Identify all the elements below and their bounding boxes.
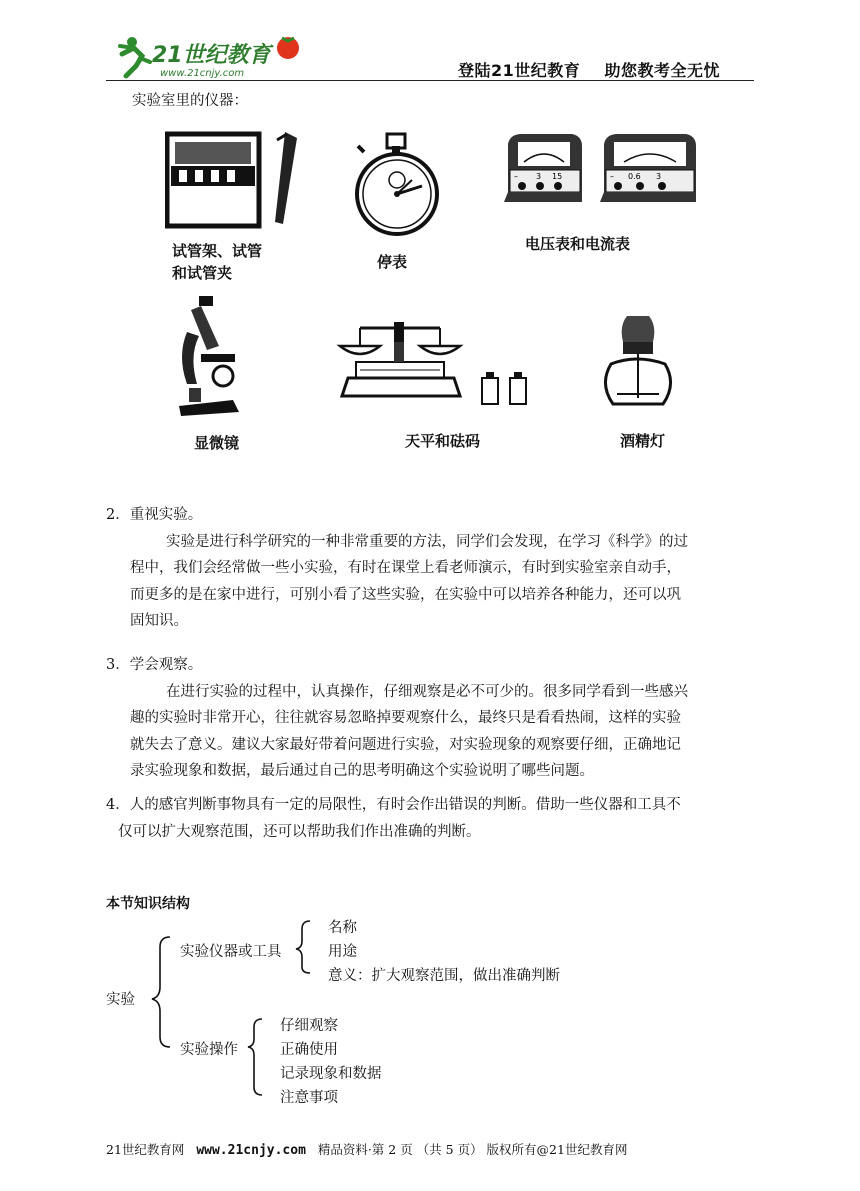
ammeter-scale-3: 3 [656, 172, 662, 181]
structure-root: 实验 [106, 992, 135, 1008]
logo-url: www.21cnjy.com [160, 68, 245, 79]
section-4-heading: 4．人的感官判断事物具有一定的局限性，有时会作出错误的判断。借助一些仪器和工具不 [106, 797, 681, 813]
section-2-body-line2: 程中，我们会经常做一些小实验，有时在课堂上看老师演示，有时到实验室亲自动手， [130, 560, 681, 576]
section-3-body-line3: 就失去了意义。建议大家最好带着问题进行实验，对实验现象的观察要仔细，正确地记 [130, 736, 681, 753]
caption-alcohol-lamp: 酒精灯 [620, 432, 666, 450]
section-2-body-line3: 而更多的是在家中进行，可别小看了这些实验，在实验中可以培养各种能力，还可以巩 [130, 586, 681, 603]
ammeter-scale-0-6: 0.6 [628, 172, 641, 181]
structure-branch1-item: 意义：扩大观察范围，做出准确判断 [328, 968, 560, 984]
section-2 [106, 502, 756, 635]
section-3-body-line2: 趣的实验时非常开心，往往就容易忽略掉要观察什么，最终只是看看热闹，这样的实验 [130, 710, 681, 726]
caption-balance: 天平和砝码 [405, 432, 481, 450]
section-3-body-line4: 录实验现象和数据，最后通过自己的思考明确这个实验说明了哪些问题。 [130, 763, 594, 779]
structure-branch2-item: 注意事项 [280, 1090, 338, 1106]
footer-site: 21世纪教育网 [106, 1142, 185, 1157]
voltmeter-ammeter-illustration [500, 128, 700, 210]
footer-url-link[interactable]: www.21cnjy.com [196, 1143, 306, 1158]
structure-title: 本节知识结构 [106, 896, 190, 912]
section-3 [106, 652, 756, 785]
section-2-body-line1: 实验是进行科学研究的一种非常重要的方法，同学们会发现，在学习《科学》的过 [166, 533, 688, 550]
voltmeter-scale-3: 3 [536, 172, 542, 181]
balance-illustration [336, 318, 532, 418]
logo-text: 21世纪教育 [152, 43, 271, 68]
voltmeter-scale-15: 15 [552, 172, 563, 181]
caption-stopwatch: 停表 [377, 253, 408, 271]
caption-microscope: 显微镜 [194, 434, 240, 452]
alcohol-lamp-illustration [597, 312, 679, 420]
page-footer [106, 1140, 627, 1158]
structure-branch1-item: 用途 [328, 944, 357, 960]
site-logo[interactable] [112, 32, 312, 80]
caption-meters: 电压表和电流表 [525, 235, 631, 253]
microscope-illustration [175, 292, 255, 420]
header-divider [106, 80, 754, 81]
header-slogan: 登陆21世纪教育 助您教考全无忧 [458, 61, 721, 80]
branch2-brace [248, 1019, 262, 1095]
section-2-heading: 2．重视实验。 [106, 507, 203, 523]
section-3-body-line1: 在进行实验的过程中，认真操作，仔细观察是必不可少的。很多同学看到一些感兴 [166, 683, 688, 700]
voltmeter-icon [504, 134, 582, 202]
section-4-body-line2: 仅可以扩大观察范围，还可以帮助我们作出准确的判断。 [118, 823, 481, 840]
svg-text:–: – [514, 172, 518, 181]
test-tube-rack-illustration [165, 128, 310, 230]
structure-branch1-label: 实验仪器或工具 [180, 944, 282, 960]
section-3-heading: 3．学会观察。 [106, 657, 203, 673]
intro-text: 实验室里的仪器： [132, 93, 248, 109]
structure-branch2-item: 仔细观察 [280, 1018, 338, 1034]
branch1-brace [296, 921, 310, 973]
section-2-body-line4: 固知识。 [130, 613, 188, 629]
logo-graphic [112, 32, 312, 80]
section-4 [106, 792, 756, 845]
footer-info: 精品资料·第 2 页 （共 5 页） 版权所有@21世纪教育网 [317, 1142, 628, 1157]
caption-test-tube-line1: 试管架、试管 [172, 242, 263, 260]
structure-branch2-item: 正确使用 [280, 1042, 338, 1058]
structure-branch2-label: 实验操作 [180, 1042, 238, 1058]
stopwatch-illustration [350, 132, 445, 240]
caption-test-tube-line2: 和试管夹 [172, 264, 233, 282]
ammeter-icon [600, 134, 696, 202]
root-brace [152, 937, 170, 1047]
structure-branch2-item: 记录现象和数据 [280, 1066, 382, 1082]
svg-text:–: – [610, 172, 614, 181]
structure-branch1-item: 名称 [328, 920, 357, 936]
